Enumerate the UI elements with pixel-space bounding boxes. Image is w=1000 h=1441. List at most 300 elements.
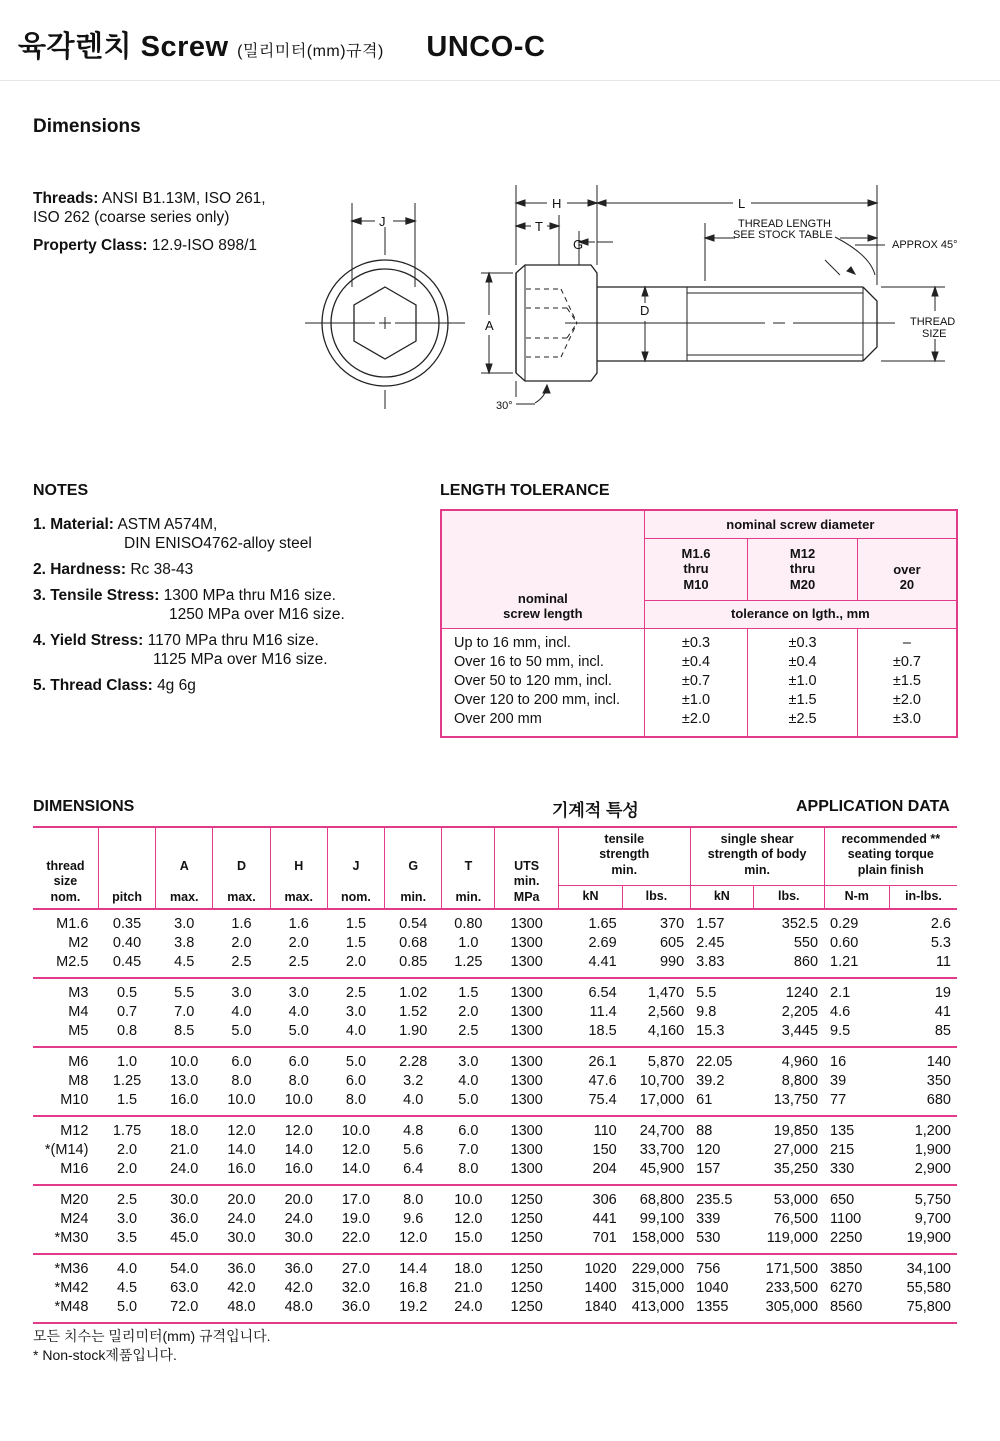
table-cell: 16.0 — [170, 1092, 199, 1108]
table-cell: 1,200 — [914, 1123, 951, 1139]
tolerance-value-cell: ±0.3 — [748, 628, 858, 653]
table-cell: 14.0 — [284, 1142, 313, 1158]
tolerance-value-cell: ±0.7 — [857, 653, 957, 672]
label-J: J — [379, 214, 386, 229]
table-cell: 36.0 — [284, 1261, 313, 1277]
tolerance-value-cell: ±0.7 — [644, 672, 748, 691]
table-cell: 5.3 — [930, 935, 951, 951]
table-cell: 701 — [592, 1230, 617, 1246]
table-cell: 1.25 — [454, 954, 483, 970]
table-cell: 5.0 — [345, 1054, 367, 1070]
table-cell: 27.0 — [341, 1261, 371, 1277]
table-cell: 0.80 — [454, 916, 483, 932]
table-cell: 47.6 — [588, 1073, 617, 1089]
table-cell: M12 — [60, 1123, 89, 1139]
table-cell: M20 — [60, 1192, 89, 1208]
label-T: T — [535, 219, 543, 234]
table-cell: 171,500 — [765, 1261, 819, 1277]
table-cell: 5,750 — [914, 1192, 951, 1208]
table-cell: 4,960 — [781, 1054, 819, 1070]
table-cell: 352.5 — [781, 916, 819, 932]
col-A: A max. — [156, 827, 213, 909]
table-cell: 1.5 — [458, 985, 479, 1001]
table-cell: 3.2 — [403, 1073, 424, 1089]
table-cell: M2 — [68, 935, 89, 951]
note-label: 5. Thread Class: — [33, 677, 153, 694]
table-cell: 0.54 — [399, 916, 428, 932]
table-cell: 10.0 — [227, 1092, 256, 1108]
table-cell: 1300 — [510, 1092, 543, 1108]
model-name: UNCO-C — [426, 31, 546, 63]
table-cell: 6.54 — [588, 985, 617, 1001]
table-cell: 54.0 — [170, 1261, 199, 1277]
table-cell: 5,870 — [647, 1054, 685, 1070]
col-thread: thread size nom. — [33, 827, 98, 909]
table-cell: 1.6 — [288, 916, 309, 932]
note-text: Rc 38-43 — [130, 561, 194, 578]
table-cell: 45,900 — [639, 1161, 685, 1177]
tolerance-row — [441, 628, 957, 653]
table-cell: 3.0 — [231, 985, 252, 1001]
table-cell: 5.0 — [116, 1299, 138, 1315]
table-cell: 13.0 — [170, 1073, 199, 1089]
table-cell: 2.0 — [288, 935, 309, 951]
table-cell: 1300 — [510, 954, 543, 970]
table-cell: 756 — [696, 1261, 721, 1277]
table-cell: 1400 — [584, 1280, 617, 1296]
table-cell: 158,000 — [631, 1230, 685, 1246]
table-cell: *M42 — [54, 1280, 89, 1296]
table-cell: M1.6 — [56, 916, 89, 932]
col-Nm: N-m — [824, 885, 889, 909]
table-cell: 2,560 — [647, 1004, 685, 1020]
table-cell: 77 — [830, 1092, 847, 1108]
table-cell: 7.0 — [174, 1004, 195, 1020]
tolerance-row — [441, 710, 957, 737]
table-cell: 5.0 — [231, 1023, 252, 1039]
table-cell: 1.21 — [830, 954, 859, 970]
footnotes — [33, 1327, 271, 1365]
note-label: 4. Yield Stress: — [33, 632, 144, 649]
table-cell: 42.0 — [284, 1280, 313, 1296]
label-thread-1: THREAD — [910, 316, 956, 328]
table-cell: M6 — [68, 1054, 89, 1070]
table-cell: 18.0 — [454, 1261, 483, 1277]
table-cell: 2.5 — [288, 954, 309, 970]
table-cell: 16.0 — [284, 1161, 313, 1177]
table-cell: 19.2 — [399, 1299, 428, 1315]
table-row — [33, 978, 957, 1003]
table-cell: 1250 — [510, 1261, 543, 1277]
col-lbs-shear: lbs. — [754, 885, 825, 909]
property-value: 12.9-ISO 898/1 — [151, 237, 258, 254]
table-cell: 88 — [696, 1123, 713, 1139]
table-cell: 0.5 — [116, 985, 138, 1001]
title-sub: (밀리미터(mm)규격) — [237, 43, 384, 60]
note-text: 4g 6g — [157, 677, 196, 694]
table-cell: 24.0 — [284, 1211, 313, 1227]
table-cell: 10.0 — [454, 1192, 483, 1208]
tolerance-value-cell: – — [857, 628, 957, 653]
table-cell: 1300 — [510, 916, 543, 932]
table-cell: 1250 — [510, 1280, 543, 1296]
table-row — [33, 1141, 957, 1160]
table-cell: 530 — [696, 1230, 721, 1246]
col-tensile: tensile strength min. — [558, 827, 690, 885]
table-cell: 4.0 — [458, 1073, 479, 1089]
table-cell: 2.5 — [116, 1192, 138, 1208]
table-cell: 339 — [696, 1211, 721, 1227]
table-cell: 0.8 — [116, 1023, 138, 1039]
table-row — [33, 1022, 957, 1047]
table-cell: 10.0 — [284, 1092, 313, 1108]
table-cell: 3.0 — [116, 1211, 138, 1227]
table-cell: 4.0 — [231, 1004, 252, 1020]
table-cell: 2250 — [830, 1230, 863, 1246]
col-header-over20: over 20 — [857, 538, 957, 600]
table-row — [33, 953, 957, 978]
table-cell: 4.5 — [116, 1280, 138, 1296]
table-cell: M3 — [68, 985, 89, 1001]
table-cell: 26.1 — [588, 1054, 617, 1070]
table-cell: 3.8 — [174, 935, 195, 951]
size-group — [33, 1254, 957, 1323]
table-cell: 5.6 — [403, 1142, 424, 1158]
table-cell: 1.90 — [399, 1023, 428, 1039]
table-cell: 204 — [592, 1161, 617, 1177]
table-cell: 2.0 — [116, 1161, 138, 1177]
table-cell: *M30 — [54, 1230, 89, 1246]
table-cell: 2.0 — [116, 1142, 138, 1158]
table-cell: 4.0 — [345, 1023, 367, 1039]
table-cell: 39.2 — [696, 1073, 725, 1089]
label-thread-length-1: THREAD LENGTH — [738, 218, 831, 230]
table-cell: 413,000 — [631, 1299, 685, 1315]
table-cell: M8 — [68, 1073, 89, 1089]
table-cell: 8.5 — [174, 1023, 195, 1039]
table-cell: 1100 — [830, 1211, 862, 1227]
table-cell: 10,700 — [639, 1073, 685, 1089]
table-cell: 1.02 — [399, 985, 428, 1001]
table-cell: 370 — [659, 916, 685, 932]
table-cell: 24,700 — [639, 1123, 685, 1139]
table-cell: 20.0 — [284, 1192, 313, 1208]
table-cell: 68,800 — [639, 1192, 685, 1208]
table-cell: 61 — [696, 1092, 713, 1108]
table-cell: 11 — [935, 954, 951, 970]
table-cell: 10.0 — [170, 1054, 199, 1070]
property-label: Property Class: — [33, 237, 148, 254]
table-cell: 1240 — [785, 985, 819, 1001]
table-cell: 1.25 — [112, 1073, 142, 1089]
table-cell: 15.0 — [454, 1230, 483, 1246]
table-cell: 4.0 — [403, 1092, 424, 1108]
table-row — [33, 1091, 957, 1116]
tolerance-value-cell: ±2.0 — [644, 710, 748, 737]
table-row — [33, 1185, 957, 1210]
col-G: G min. — [385, 827, 442, 909]
note-text: 1170 MPa thru M16 size. — [147, 632, 319, 649]
table-cell: 18.0 — [170, 1123, 199, 1139]
table-cell: 1300 — [510, 1023, 543, 1039]
note-item — [33, 515, 413, 553]
table-cell: 12.0 — [284, 1123, 313, 1139]
label-thread-length-2: SEE STOCK TABLE — [733, 229, 833, 241]
table-cell: 1840 — [584, 1299, 617, 1315]
table-cell: 2.0 — [458, 1004, 479, 1020]
col-header-m12: M12 thru M20 — [748, 538, 858, 600]
table-cell: 2.1 — [830, 985, 851, 1001]
table-cell: 85 — [934, 1023, 951, 1039]
table-cell: 19,900 — [906, 1230, 951, 1246]
table-cell: 8560 — [830, 1299, 863, 1315]
table-cell: M5 — [68, 1023, 89, 1039]
col-kN: kN — [558, 885, 622, 909]
table-row — [33, 909, 957, 934]
note-text: 1300 MPa thru M16 size. — [163, 587, 336, 604]
tolerance-row — [441, 653, 957, 672]
table-cell: 19,850 — [773, 1123, 819, 1139]
table-cell: 135 — [830, 1123, 855, 1139]
table-cell: 7.0 — [458, 1142, 479, 1158]
col-J: J nom. — [327, 827, 384, 909]
table-cell: 4,160 — [647, 1023, 685, 1039]
table-cell: 36.0 — [170, 1211, 199, 1227]
table-cell: 1,900 — [914, 1142, 951, 1158]
table-cell: 140 — [926, 1054, 951, 1070]
tolerance-value-cell: ±1.0 — [644, 691, 748, 710]
table-cell: 1300 — [510, 1054, 543, 1070]
table-cell: 6.0 — [345, 1073, 367, 1089]
table-row — [33, 1279, 957, 1298]
note-text-2: 1125 MPa over M16 size. — [153, 651, 328, 668]
table-cell: 2.0 — [231, 935, 252, 951]
table-cell: 1.5 — [345, 935, 367, 951]
side-view — [481, 185, 945, 404]
table-cell: 2.5 — [345, 985, 367, 1001]
header-divider — [0, 80, 1000, 81]
table-cell: 32.0 — [341, 1280, 371, 1296]
size-group — [33, 978, 957, 1047]
note-item — [33, 631, 413, 669]
table-cell: 48.0 — [284, 1299, 313, 1315]
page-title — [18, 24, 545, 65]
note-label: 3. Tensile Stress: — [33, 587, 160, 604]
table-cell: 33,700 — [639, 1142, 685, 1158]
table-cell: 1.75 — [112, 1123, 142, 1139]
col-torque: recommended ** seating torque plain finish — [841, 831, 941, 877]
notes-list — [33, 515, 413, 702]
table-cell: 315,000 — [631, 1280, 685, 1296]
col-lbs: lbs. — [623, 885, 690, 909]
table-cell: 9.8 — [696, 1004, 717, 1020]
table-cell: 24.0 — [454, 1299, 483, 1315]
table-cell: 34,100 — [906, 1261, 951, 1277]
table-cell: 24.0 — [227, 1211, 256, 1227]
table-cell: 11.4 — [589, 1004, 617, 1020]
table-cell: 14.0 — [341, 1161, 371, 1177]
table-cell: 99,100 — [639, 1211, 685, 1227]
tolerance-value-cell: ±1.0 — [748, 672, 858, 691]
table-cell: 8.0 — [288, 1073, 309, 1089]
table-row — [33, 1072, 957, 1091]
tolerance-value-cell: ±2.5 — [748, 710, 858, 737]
table-cell: 20.0 — [227, 1192, 256, 1208]
table-cell: 2.5 — [231, 954, 252, 970]
sub-header: tolerance on lgth., mm — [644, 600, 957, 628]
col-shear: single shear strength of body min. — [690, 827, 824, 885]
table-cell: 30.0 — [227, 1230, 256, 1246]
label-thread-2: SIZE — [922, 328, 947, 340]
note-text: ASTM A574M, — [117, 516, 218, 533]
tolerance-length-cell: Over 120 to 200 mm, incl. — [441, 691, 644, 710]
length-tolerance-rows — [441, 628, 957, 737]
table-cell: 63.0 — [170, 1280, 199, 1296]
table-cell: 45.0 — [170, 1230, 199, 1246]
table-cell: 15.3 — [696, 1023, 725, 1039]
table-cell: 53,000 — [773, 1192, 819, 1208]
table-cell: 1.0 — [458, 935, 479, 951]
table-cell: M4 — [68, 1004, 89, 1020]
table-row — [33, 1160, 957, 1185]
table-cell: 13,750 — [773, 1092, 819, 1108]
label-A: A — [485, 318, 494, 333]
table-cell: 4.6 — [830, 1004, 851, 1020]
table-cell: 1300 — [510, 1004, 543, 1020]
note-item — [33, 560, 413, 579]
table-cell: 2,205 — [781, 1004, 819, 1020]
size-group — [33, 1116, 957, 1185]
table-cell: 157 — [696, 1161, 721, 1177]
table-cell: 2,900 — [914, 1161, 951, 1177]
col-header-m1-6: M1.6 thru M10 — [644, 538, 748, 600]
table-cell: 75,800 — [906, 1299, 951, 1315]
table-cell: 27,000 — [773, 1142, 819, 1158]
table-cell: 3.0 — [345, 1004, 367, 1020]
table-cell: 150 — [592, 1142, 617, 1158]
table-cell: 441 — [592, 1211, 617, 1227]
table-cell: 1250 — [510, 1211, 543, 1227]
table-cell: 1.5 — [345, 916, 367, 932]
table-cell: 233,500 — [765, 1280, 819, 1296]
table-cell: 1.65 — [588, 916, 617, 932]
table-cell: 110 — [593, 1123, 617, 1139]
table-cell: 55,580 — [906, 1280, 951, 1296]
table-cell: 1300 — [510, 1073, 543, 1089]
table-cell: 0.68 — [399, 935, 428, 951]
tolerance-row — [441, 691, 957, 710]
table-cell: 6.4 — [403, 1161, 424, 1177]
table-cell: 42.0 — [227, 1280, 256, 1296]
size-group — [33, 1185, 957, 1254]
table-cell: 36.0 — [227, 1261, 256, 1277]
table-cell: 1,470 — [647, 985, 685, 1001]
table-cell: 860 — [793, 954, 819, 970]
end-view — [305, 203, 465, 409]
table-cell: *M36 — [54, 1261, 89, 1277]
table-cell: 3.0 — [458, 1054, 479, 1070]
tolerance-length-cell: Over 16 to 50 mm, incl. — [441, 653, 644, 672]
table-cell: *M48 — [54, 1299, 89, 1315]
table-row — [33, 1229, 957, 1254]
table-cell: 0.35 — [112, 916, 142, 932]
table-cell: 76,500 — [773, 1211, 819, 1227]
table-cell: 4.0 — [288, 1004, 309, 1020]
table-cell: 1300 — [510, 985, 543, 1001]
table-cell: M10 — [60, 1092, 89, 1108]
table-cell: 0.45 — [112, 954, 142, 970]
col-H: H max. — [270, 827, 327, 909]
label-G: G — [573, 237, 584, 252]
table-cell: 990 — [659, 954, 685, 970]
application-heading: APPLICATION DATA — [796, 798, 950, 815]
table-cell: 1300 — [510, 1123, 543, 1139]
note-item — [33, 676, 413, 695]
table-cell: 4.41 — [588, 954, 617, 970]
table-cell: 1.6 — [231, 916, 252, 932]
tolerance-value-cell: ±0.4 — [644, 653, 748, 672]
tolerance-value-cell: ±1.5 — [857, 672, 957, 691]
table-cell: 0.29 — [830, 916, 859, 932]
table-cell: 18.5 — [588, 1023, 617, 1039]
table-cell: 350 — [926, 1073, 951, 1089]
tolerance-length-cell: Up to 16 mm, incl. — [441, 628, 644, 653]
table-cell: 0.85 — [399, 954, 428, 970]
table-cell: 2.28 — [399, 1054, 428, 1070]
table-cell: 2.45 — [696, 935, 725, 951]
tolerance-value-cell: ±3.0 — [857, 710, 957, 737]
row-header-1: nominal — [517, 590, 568, 606]
size-group — [33, 1047, 957, 1116]
table-cell: M2.5 — [56, 954, 89, 970]
table-cell: 21.0 — [454, 1280, 483, 1296]
table-cell: 9.5 — [830, 1023, 851, 1039]
col-inlbs: in-lbs. — [889, 885, 957, 909]
table-cell: 650 — [830, 1192, 855, 1208]
table-cell: 5.0 — [288, 1023, 309, 1039]
table-cell: 4.0 — [116, 1261, 138, 1277]
table-cell: 1.52 — [399, 1004, 428, 1020]
table-cell: 16.8 — [399, 1280, 428, 1296]
table-cell: 21.0 — [170, 1142, 199, 1158]
screw-drawing — [295, 175, 975, 425]
col-kN-shear: kN — [690, 885, 753, 909]
table-cell: 24.0 — [170, 1161, 199, 1177]
table-cell: 1250 — [510, 1230, 543, 1246]
table-cell: 12.0 — [341, 1142, 371, 1158]
table-cell: 6.0 — [288, 1054, 309, 1070]
table-row — [33, 1116, 957, 1141]
table-cell: 1250 — [510, 1192, 543, 1208]
col-pitch: pitch — [98, 827, 155, 909]
col-D: D max. — [213, 827, 270, 909]
table-cell: 5.5 — [174, 985, 195, 1001]
title-main: 육각렌치 Screw — [18, 31, 229, 63]
table-cell: 8.0 — [403, 1192, 424, 1208]
spec-block — [33, 189, 283, 264]
col-group-header: nominal screw diameter — [644, 510, 957, 538]
note-label: 2. Hardness: — [33, 561, 127, 578]
dimensions-table-heading: DIMENSIONS — [33, 798, 135, 815]
table-cell: 16 — [830, 1054, 847, 1070]
table-cell: M16 — [60, 1161, 89, 1177]
table-cell: 2.69 — [588, 935, 617, 951]
table-cell: 305,000 — [765, 1299, 819, 1315]
table-cell: 8,800 — [781, 1073, 819, 1089]
table-cell: 0.40 — [112, 935, 142, 951]
dimensions-table — [33, 826, 957, 1324]
tolerance-length-cell: Over 200 mm — [441, 710, 644, 737]
